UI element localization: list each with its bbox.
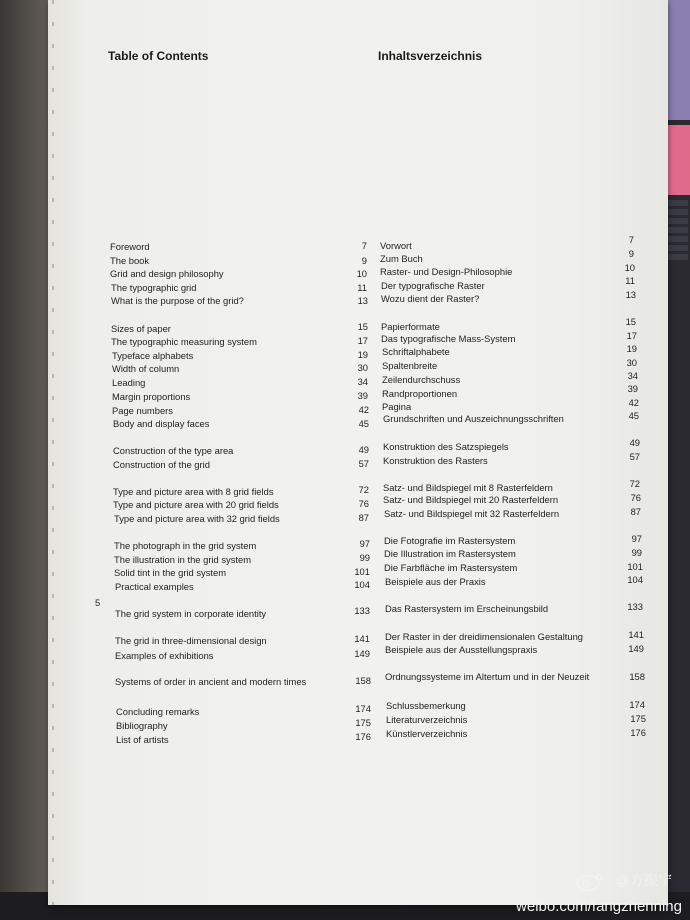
- toc-entry-title-de: Satz- und Bildspiegel mit 20 Rasterfeldern: [383, 494, 559, 505]
- toc-entry-title-de: Das typografische Mass-System: [381, 333, 516, 344]
- toc-entry-title-en: The illustration in the grid system: [114, 554, 252, 565]
- toc-entry-title-en: Type and picture area with 8 grid fields: [113, 486, 274, 497]
- toc-entry-page-de: 17: [626, 330, 637, 341]
- toc-entry-title-de: Grundschriften und Auszeichnungsschriften: [383, 413, 564, 424]
- toc-entry-page-en: 141: [354, 633, 370, 644]
- toc-entry-page-de: 133: [627, 601, 643, 612]
- toc-entry-page-de: 175: [630, 713, 646, 724]
- toc-entry-title-en: Examples of exhibitions: [115, 650, 214, 661]
- toc-entry-title-en: Margin proportions: [112, 391, 191, 402]
- binding-holes: [52, 0, 54, 905]
- toc-entry-page-de: 13: [625, 289, 636, 300]
- toc-entry-title-en: Type and picture area with 20 grid fields: [113, 499, 279, 510]
- toc-entry-page-en: 87: [358, 512, 369, 523]
- toc-entry-title-en: Type and picture area with 32 grid fields: [114, 513, 280, 524]
- toc-entry-page-en: 7: [361, 240, 367, 251]
- toc-entry-page-en: 19: [357, 349, 368, 360]
- toc-entry-title-en: Systems of order in ancient and modern times: [115, 676, 307, 687]
- toc-entry-title-en: Concluding remarks: [116, 706, 200, 717]
- toc-entry-page-de: 57: [629, 451, 640, 462]
- toc-entry-page-de: 42: [628, 397, 639, 408]
- toc-heading-german: Inhaltsverzeichnis: [378, 49, 483, 63]
- toc-entry-page-en: 10: [356, 268, 367, 279]
- toc-entry-title-de: Literaturverzeichnis: [386, 714, 468, 725]
- toc-entry-page-en: 101: [354, 566, 370, 577]
- toc-entry-title-de: Beispiele aus der Ausstellungspraxis: [385, 644, 538, 655]
- weibo-logo-icon: [574, 870, 604, 892]
- toc-entry-page-en: 39: [357, 390, 368, 401]
- toc-entry-title-en: The typographic measuring system: [111, 336, 257, 347]
- toc-entry-page-en: 34: [357, 376, 368, 387]
- toc-entry-title-en: Foreword: [110, 241, 150, 252]
- toc-entry-title-de: Satz- und Bildspiegel mit 32 Rasterfeldern: [384, 508, 560, 519]
- toc-entry-page-en: 13: [357, 295, 368, 306]
- toc-entry-title-en: What is the purpose of the grid?: [111, 295, 244, 306]
- toc-entry-page-de: 174: [629, 699, 645, 710]
- toc-entry-page-en: 104: [354, 579, 370, 590]
- toc-entry-page-en: 15: [357, 321, 368, 332]
- toc-entry-page-en: 72: [358, 484, 369, 495]
- toc-entry-title-de: Spaltenbreite: [382, 360, 438, 371]
- toc-entry-page-de: 72: [629, 478, 640, 489]
- toc-entry-page-de: 19: [626, 343, 637, 354]
- toc-entry-title-de: Konstruktion des Satzspiegels: [383, 441, 509, 452]
- toc-entry-page-en: 30: [357, 362, 368, 373]
- toc-entry-title-de: Die Farbfläche im Rastersystem: [384, 562, 518, 573]
- toc-entry-title-de: Die Fotografie im Rastersystem: [384, 535, 516, 546]
- toc-entry-title-en: Construction of the type area: [113, 445, 234, 456]
- toc-entry-page-en: 42: [358, 404, 369, 415]
- toc-entry-title-en: The grid system in corporate identity: [115, 608, 267, 619]
- toc-entry-page-en: 175: [355, 717, 371, 728]
- toc-entry-title-en: Practical examples: [115, 581, 194, 592]
- book-page: [48, 0, 668, 905]
- toc-entry-page-de: 104: [627, 574, 643, 585]
- toc-entry-title-de: Pagina: [382, 401, 412, 412]
- toc-entry-title-de: Schriftalphabete: [382, 346, 450, 357]
- toc-entry-page-de: 49: [629, 437, 640, 448]
- toc-entry-page-de: 101: [627, 561, 643, 572]
- toc-entry-page-de: 158: [629, 671, 645, 682]
- toc-entry-page-de: 9: [628, 248, 634, 259]
- toc-entry-page-de: 97: [631, 533, 642, 544]
- toc-entry-page-de: 176: [630, 727, 646, 738]
- toc-entry-title-en: Construction of the grid: [113, 459, 210, 470]
- toc-entry-title-de: Künstlerverzeichnis: [386, 728, 468, 739]
- toc-entry-title-de: Der Raster in der dreidimensionalen Gestaltung: [385, 631, 584, 642]
- toc-entry-page-de: 30: [626, 357, 637, 368]
- watermark-handle: @方振宁: [615, 872, 672, 888]
- toc-entry-title-de: Raster- und Design-Philosophie: [380, 266, 513, 277]
- toc-entry-title-de: Wozu dient der Raster?: [381, 293, 480, 304]
- toc-entry-page-de: 39: [627, 383, 638, 394]
- toc-entry-title-en: Page numbers: [112, 405, 173, 416]
- toc-entry-title-en: Grid and design philosophy: [110, 268, 224, 279]
- toc-entry-title-de: Randproportionen: [382, 388, 458, 399]
- toc-entry-title-en: Body and display faces: [113, 418, 210, 429]
- toc-entry-page-de: 11: [625, 275, 635, 286]
- toc-entry-page-de: 99: [631, 547, 642, 558]
- toc-entry-page-en: 57: [358, 458, 369, 469]
- toc-entry-title-de: Zum Buch: [380, 253, 423, 264]
- toc-entry-page-en: 76: [358, 498, 369, 509]
- toc-entry-title-de: Schlussbemerkung: [386, 700, 466, 711]
- toc-entry-page-de: 10: [624, 262, 635, 273]
- toc-entry-page-en: 99: [359, 552, 370, 563]
- watermark-url: weibo.com/fangzhenning: [516, 898, 682, 915]
- toc-entry-page-de: 45: [628, 410, 639, 421]
- toc-entry-page-en: 97: [359, 538, 370, 549]
- toc-entry-page-de: 15: [625, 316, 636, 327]
- toc-entry-title-de: Die Illustration im Rastersystem: [384, 548, 516, 559]
- toc-entry-title-de: Satz- und Bildspiegel mit 8 Rasterfeldern: [383, 482, 553, 493]
- toc-entry-title-de: Beispiele aus der Praxis: [385, 576, 486, 587]
- toc-entry-title-de: Papierformate: [381, 321, 440, 332]
- toc-entry-page-en: 49: [358, 444, 369, 455]
- toc-entry-title-de: Zeilendurchschuss: [382, 374, 461, 385]
- toc-entry-title-en: List of artists: [116, 734, 169, 745]
- toc-entry-page-en: 149: [354, 648, 370, 659]
- toc-entry-title-en: Bibliography: [116, 720, 168, 731]
- toc-entry-title-de: Der typografische Raster: [381, 280, 485, 291]
- toc-entry-page-de: 149: [628, 643, 644, 654]
- toc-entry-page-de: 141: [628, 629, 644, 640]
- toc-entry-title-en: Solid tint in the grid system: [114, 567, 227, 578]
- toc-entry-page-en: 45: [358, 418, 369, 429]
- toc-entry-title-en: The photograph in the grid system: [114, 540, 257, 551]
- toc-entry-title-en: Leading: [112, 377, 146, 388]
- toc-entry-title-de: Konstruktion des Rasters: [383, 455, 488, 466]
- toc-entry-title-de: Vorwort: [380, 240, 412, 251]
- toc-entry-page-de: 34: [627, 370, 638, 381]
- toc-entry-title-en: Sizes of paper: [111, 323, 171, 334]
- toc-entry-page-en: 174: [355, 703, 371, 714]
- toc-entry-page-en: 11: [357, 282, 367, 293]
- toc-entry-page-en: 9: [361, 255, 367, 266]
- toc-entry-title-en: The book: [110, 255, 150, 266]
- toc-entry-page-de: 87: [630, 506, 641, 517]
- toc-entry-title-en: The grid in three-dimensional design: [115, 635, 267, 646]
- toc-entry-page-en: 17: [357, 335, 368, 346]
- toc-entry-page-en: 176: [355, 731, 371, 742]
- toc-entry-title-de: Ordnungssysteme im Altertum und in der Neuzeit: [385, 671, 590, 682]
- toc-entry-page-en: 133: [354, 605, 370, 616]
- toc-entry-title-en: The typographic grid: [111, 282, 197, 293]
- toc-entry-page-de: 76: [630, 492, 641, 503]
- toc-entry-title-de: Das Rastersystem im Erscheinungsbild: [385, 603, 549, 614]
- page-folio: 5: [95, 597, 101, 608]
- toc-entry-title-en: Width of column: [112, 363, 180, 374]
- toc-entry-page-de: 7: [628, 234, 634, 245]
- toc-entry-title-en: Typeface alphabets: [112, 350, 194, 361]
- toc-heading-english: Table of Contents: [108, 49, 209, 63]
- toc-entry-page-en: 158: [355, 675, 371, 686]
